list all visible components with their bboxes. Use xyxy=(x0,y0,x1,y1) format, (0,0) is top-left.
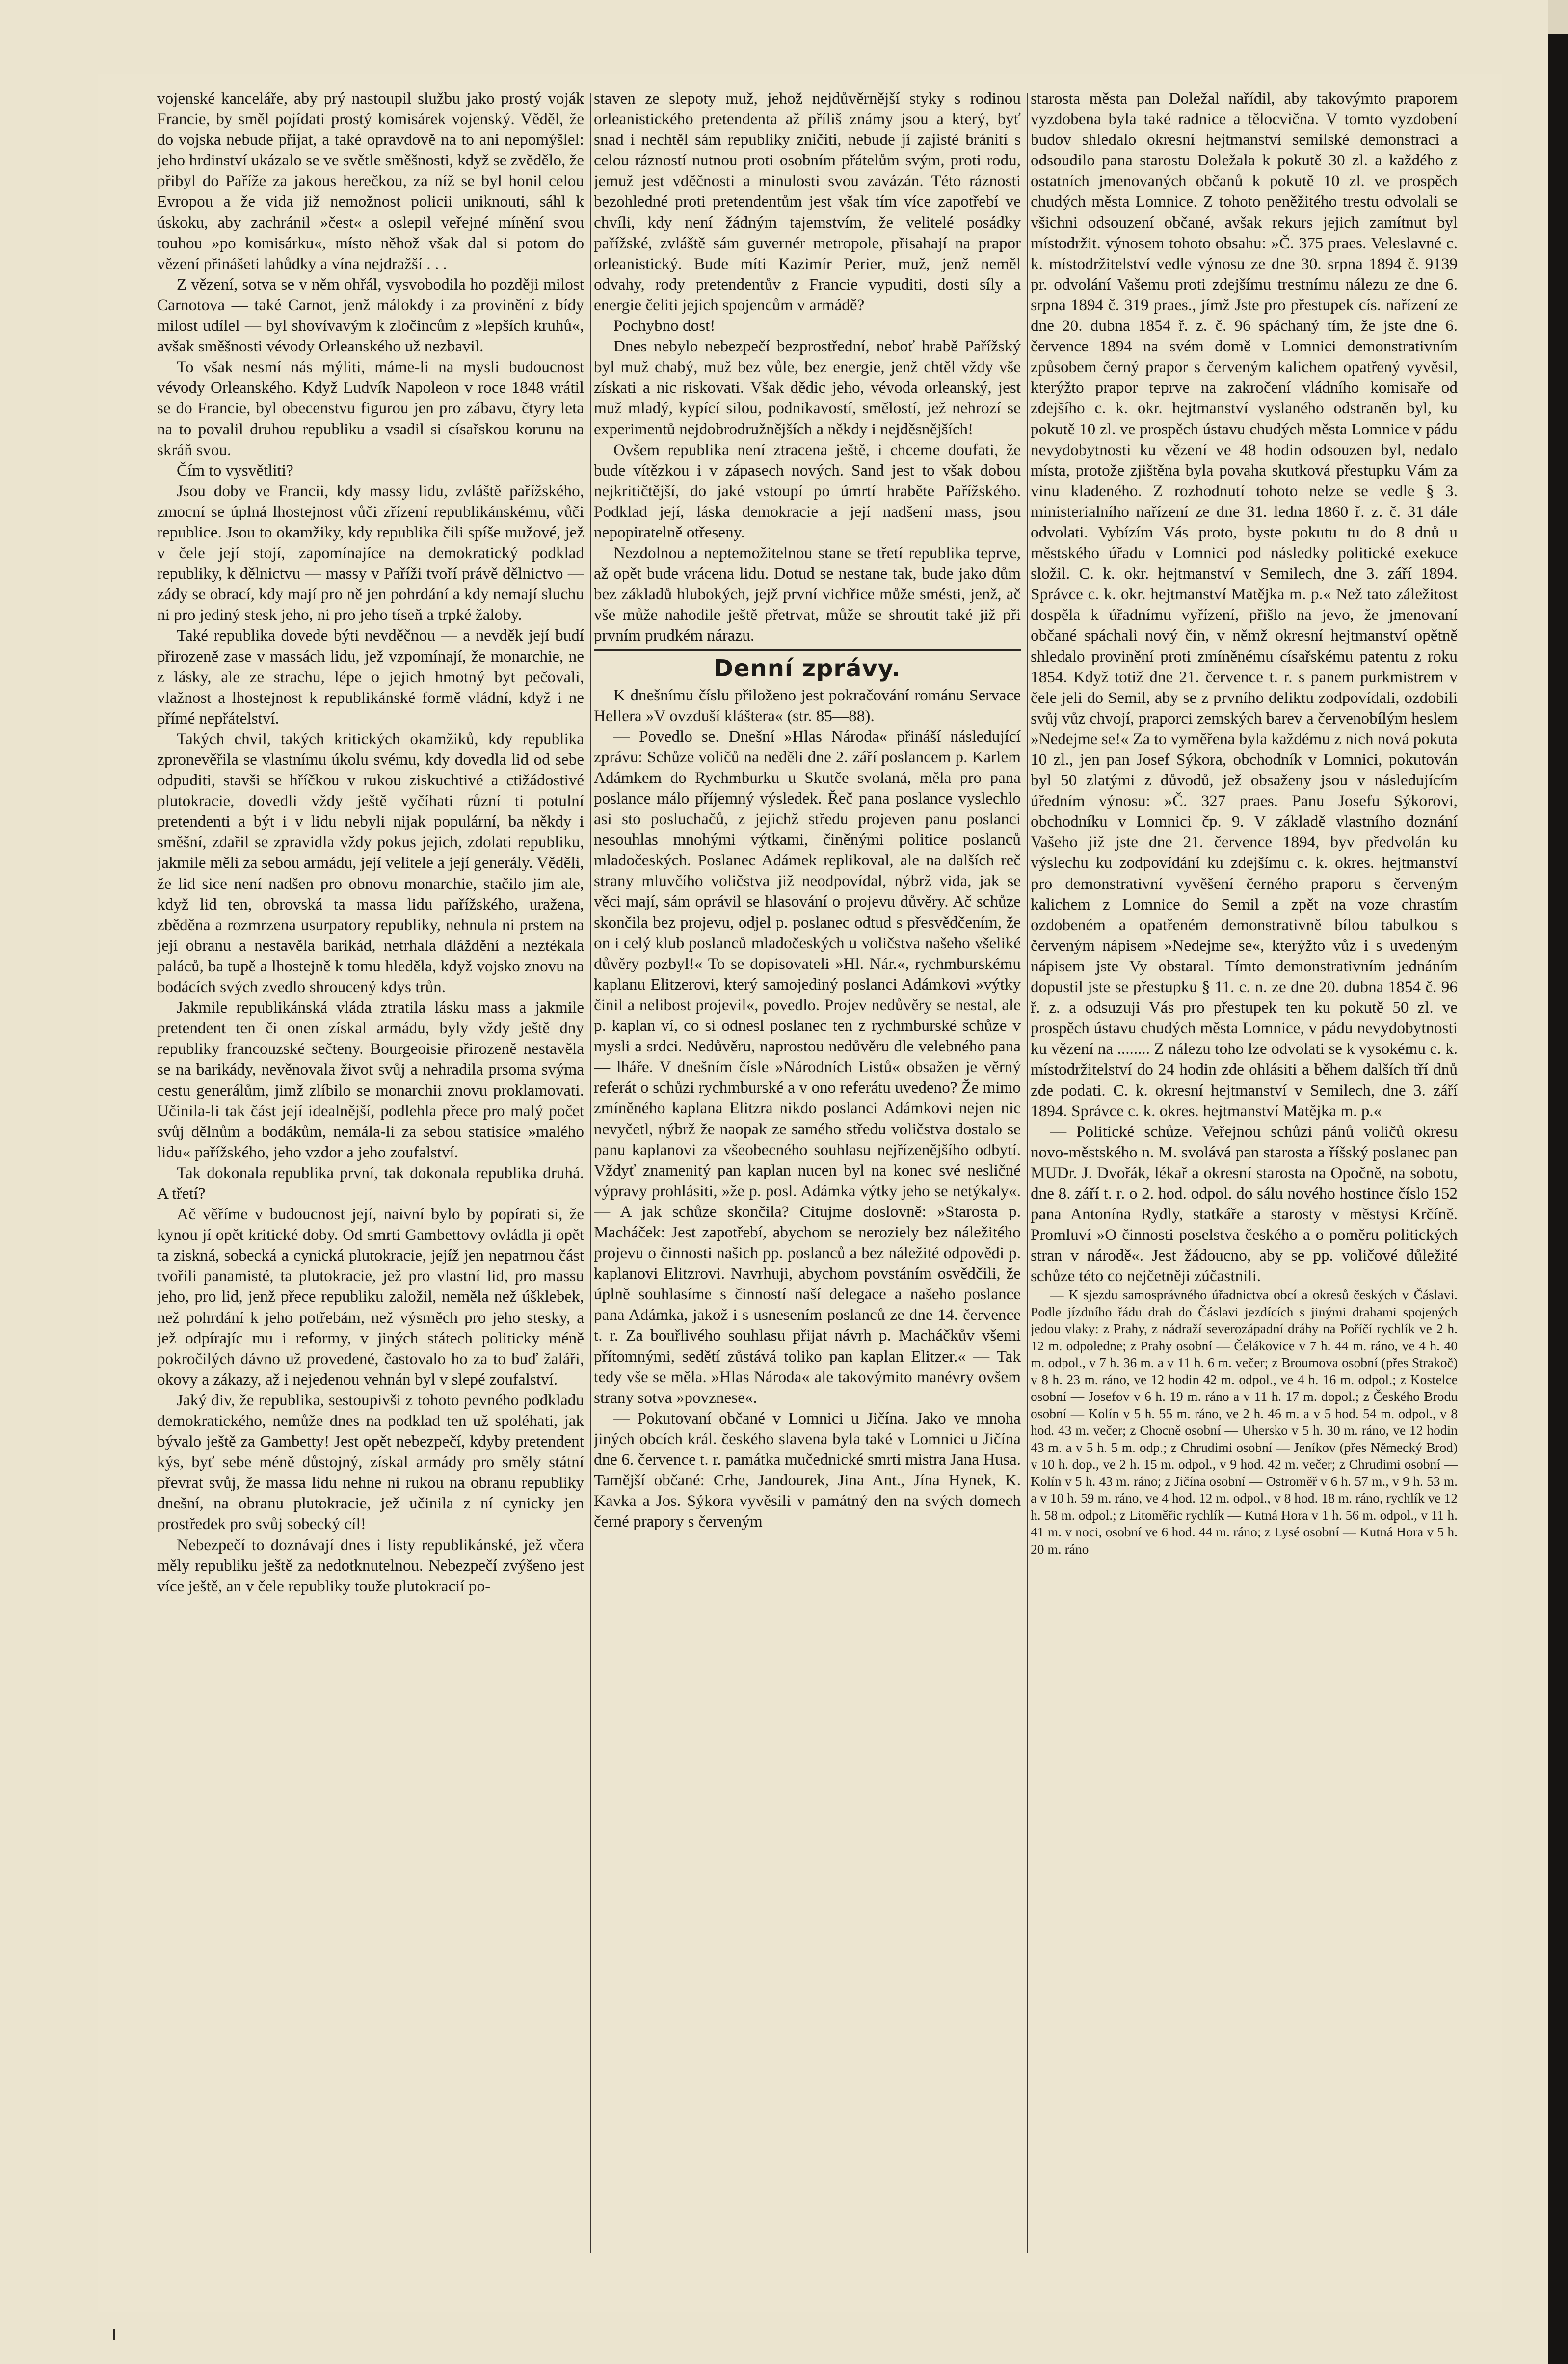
scan-mark xyxy=(113,2329,115,2340)
paragraph: Takých chvil, takých kritických okamžiků, kdy republika zpronevěřila se vlastnímu úkolu svému, kdy dovedla lid od sebe odpuditi, stavši se hříčkou v rukou ziskuchtivé a ctižádostivé plutokracie, dovedli vždy ještě vyčíhati různí ti potulní pretendenti a být i v lidu nebyli nijak populární, ba někdy i směšní, zdařil se zpravidla vždy pokus jejich, zdolati republiku, jakmile měli za sebou armádu, její velitele a její generály. Věděli, že lid sice není nadšen pro obnovu monarchie, stačilo jim ale, když lid ten, obrovská ta massa lidu pařížského, uražena, zběděna a rozmrzena usurpatory republiky, nehnula ni prstem na její obranu a nestavěla barikád, netrhala dláždění a neztékala paláců, ba tupě a lhostejně k tomu hleděla, když vojsko znovu na bodácích svých zvedlo shroucený kdys trůn. xyxy=(157,729,584,996)
paragraph: Čím to vysvětliti? xyxy=(177,461,293,480)
paragraph: Také republika dovede býti nevděčnou — a nevděk její budí přirozeně zase v massách lidu, jež vzpomínají, že monarchie, ne z lásky, ale ze strachu, lépe o jejich hmotný byt pečovali, vlažnost a lhostejnost k republikánské formě vládní, když i ne přímé nepřátelství. xyxy=(157,626,584,727)
column-divider xyxy=(1027,93,1028,2253)
paragraph: Nezdolnou a neptemožitelnou stane se třetí republika teprve, až opět bude vrácena lidu. Dotud se nestane tak, bude jako dům bez základů hlubokých, jejž první vichřice může smésti, jenž, ač vše může nahodile ještě přetrvat, může se shroutit také již při prvním prudkém nárazu. xyxy=(594,544,1021,645)
paragraph: vojenské kanceláře, aby prý nastoupil službu jako prostý voják Francie, by směl pojídati prostý komisárek vojenský. Věděl, že do vojska nebude přijat, a také opravdově na to ani nepomýšlel: jeho hrdinství ukázalo se ve světle směšnosti, když se zvědělo, že přibyl do Paříže za jakous herečkou, za níž se byl honil celou Evropou a že vida již nemožnost policii uniknouti, sáhl k úskoku, aby zachránil »čest« a oslepil veřejné mínění svou touhou »po komisárku«, místo něhož však dal si potom do vězení přinášeti lahůdky a vína nejdražší . . . xyxy=(157,89,584,273)
paragraph: Pochybno dost! xyxy=(613,317,716,335)
paragraph: staven ze slepoty muž, jehož nejdůvěrnější styky s rodinou orleanistického pretendenta až příliš známy jsou a který, byť snad i nechtěl sám republiky zničiti, nebude jí zajisté bránití s celou rázností nutnou proti osobním přátelům svým, proti rodu, jemuž jest vděčnosti a minulosti svou zavázán. Této ráznosti bezohledné proti pretendentům jest však tím více zapotřebí ve chvíli, kdy není žádným tajemstvím, že velitelé posádky pařížské, zvláště sám guvernér metropole, přisahají na prapor orleanistický. Bude míti Kazimír Perier, muž, jenž neměl odvahy, rody pretendentův z Francie vypuditi, dosti síly a energie čeliti jejich spojencům v armádě? xyxy=(594,89,1021,314)
paragraph: To však nesmí nás mýliti, máme-li na mysli budoucnost vévody Orleanského. Když Ludvík Napoleon v roce 1848 vrátil se do Francie, byl obecenstvu figurou jen pro zábavu, čtyry leta na to povalil druhou republiku a vsadil si císařskou korunu na skráň svou. xyxy=(157,358,584,459)
paragraph: Ač věříme v budoucnost její, naivní bylo by popírati si, že kynou jí opět kritické doby. Od smrti Gambettovy ovládla ji opět ta ziskná, sobecká a cynická plutokracie, jejíž jen nepatrnou část tvořili panamisté, ta plutokracie, jež pro vlastní lid, pro massu jeho, pro lid, jenž přece republiku založil, neměla než úšklebek, než pohrdání k jeho potřebám, než výsměch pro jeho stesky, a jež odpírajíc mu i reformy, v jiných státech politicky méně pokročilých dávno už provedené, častovalo ho za to buď žaláři, okovy a zákazy, až i nejedenou vehnán byl v slepé zoufalství. xyxy=(157,1205,584,1389)
paragraph: Nebezpečí to doznávají dnes i listy republikánské, jež včera měly republiku ještě za nedotknutelnou. Nebezpečí zvýšeno jest více ještě, an v čele republiky touže plutokracií po- xyxy=(157,1535,584,1595)
section-heading: Denní zprávy. xyxy=(594,649,1021,682)
news-item: K dnešnímu číslu přiloženo jest pokračování románu Servace Hellera »V ovzduší kláštera« (str. 85—88). xyxy=(594,686,1021,725)
paragraph: Jsou doby ve Francii, kdy massy lidu, zvláště pařížského, zmocní se úplná lhostejnost vůči zřízení republikánskému, vůči republice. Jsou to okamžiky, kdy republika čili spíše mužové, jež v čele její stojí, zapomínajíce na demokratický podklad republiky, k dělnictvu — massy v Paříži tvoří právě dělnictvo — zády se obrací, kdy mají pro ně jen pohrdání a kdy nemají sluchu ni pro jediný stesk jeho, ni pro jeho tíseň a trpké žaloby. xyxy=(157,482,584,624)
paragraph: Jakmile republikánská vláda ztratila lásku mass a jakmile pretendent ten či onen získal armádu, byly vždy ještě dny republiky francouzské sečteny. Bourgeoisie přirozeně nestavěla se na barikády, nevěnovala život svůj a nehradila prsoma svýma cestu generálům, jimž zlíbilo se monarchii znovu proklamovati. Učinila-li tak část její idealnější, podlehla přece pro malý počet svůj dělnům a bodákům, nemála-li za sebou statisíce »malého lidu« pařížského, jeho vzdor a jeho zoufalství. xyxy=(157,998,584,1161)
news-item: starosta města pan Doležal nařídil, aby takovýmto praporem vyzdobena byla také radnice a tělocvična. V tomto vyzdobení budov shledalo okresní hejtmanství semilské demonstraci a odsoudilo pana starostu Doležala k pokutě 30 zl. a každého z ostatních jmenovaných občanů k pokutě 10 zl. ve prospěch chudých města Lomnice. Z tohoto peněžitého trestu odvolali se všichni odsouzení občané, avšak rekurs jejich zamítnut byl místodržit. výnosem tohoto obsahu: »Č. 375 praes. Veleslavné c. k. místodržitelství vedle výnosu ze dne 30. srpna 1894 č. 9139 pr. odvolání Vašemu proti zdejšímu trestnímu nálezu ze dne 6. srpna 1894 č. 319 praes., jímž Jste pro přestupek cís. nařízení ze dne 20. dubna 1854 ř. z. č. 96 spáchaný tím, že jste dne 6. července 1894 na svém domě v Lomnici demonstrativním způsobem černý prapor s červeným kalichem opatřený vyvěsil, kterýžto prapor teprve na zakročení vládního komisaře od zdejšího c. k. okr. hejtmanství vyslaného odstraněn byl, ku pokutě 10 zl. ve prospěch ústavu chudých města Lomnice v pádu nevydobytnosti ku vězení ve 48 hodin odsouzen byl, nedalo místa, protože zjištěna byla povaha skutková přestupku Vám za vinu kladeného. Z rozhodnutí tohoto nelze se vedle § 3. ministerialního nařízení ze dne 31. ledna 1860 ř. z. č. 31 dále odvolati. Vybízím Vás proto, byste pokutu tu do 8 dnů u městského úřadu v Lomnici pod následky politické exekuce složil. C. k. okr. hejtmanství v Semilech, dne 3. září 1894. Správce c. k. okr. hejtmanství Matějka m. p.« Než tato záležitost dospěla k úřadnímu vyřízení, přišlo na jevo, že jmenovaní občané spáchali nový čin, v němž okresní hejtmanství opětně shledalo provinění proti zmíněnému císařskému patentu z roku 1854. Když totiž dne 21. července t. r. s panem purkmistrem v čele jeli do Semil, aby se z prvního deliktu zodpovídali, ozdobili svůj vůz chvojí, praporci zemských barev a červenobílým heslem »Nedejme se!« Za to vyměřena byla každému z nich nová pokuta 10 zl., jen pan Josef Sýkora, obchodník v Lomnici, pokutován byl 50 zlatými z důvodů, jež obsaženy jsou v následujícím úředním výnosu: »Č. 327 praes. Panu Josefu Sýkorovi, obchodníku v Lomnici čp. 9. V základě vlastního doznání Vašeho již jste dne 21. července 1894, byv předvolán ku výslechu ku zodpovídání ku zdejšímu c. k. okres. hejtmanství pro demonstrativní vyvěšení černého praporu s červeným kalichem z Lomnice do Semil a zpět na voze chrastím ozdobeném a opatřeném demonstrativně bílou tabulkou s červeným nápisem »Nedejme se«, kterýžto vůz i s uvedeným nápisem jste Vy obstaral. Tímto demonstrativním jednáním dopustil jste se přestupku § 11. c. n. ze dne 20. dubna 1854 č. 96 ř. z. a odsuzuji Vás pro přestupek ten ku pokutě 50 zl. ve prospěch ústavu chudých města Lomnice, v pádu nevydobytnosti ku vězení na ........ Z nálezu toho lze odvolati se k vysokému c. k. místodržitelství do 24 hodin zde ohlásiti a během dalších tří dnů zde podati. C. k. okresní hejtmanství v Semilech, dne 3. září 1894. Správce c. k. okres. hejtmanství Matějka m. p.« xyxy=(1031,89,1458,1120)
paragraph: Dnes nebylo nebezpečí bezprostřední, neboť hrabě Pařížský byl muž chabý, muž bez vůle, bez energie, jenž chtěl vždy vše získati a nic riskovati. Však dědic jeho, vévoda orleanský, jest muž mladý, kypící silou, podnikavostí, smělostí, jež nehrozí se experimentů nejdobrodružnějších a někdy i nejděsnějších! xyxy=(594,337,1021,438)
column-middle xyxy=(594,88,1021,2292)
newspaper-page xyxy=(98,74,1502,2312)
paragraph: Z vězení, sotva se v něm ohřál, vysvobodila ho později milost Carnotova — také Carnot, jenž málokdy i za provinění z bídy milost udílel — byl shovívavým k zločincům z »lepších kruhů«, avšak směšnosti vévody Orleanského už nezbavil. xyxy=(157,275,584,356)
news-item: — Pokutovaní občané v Lomnici u Jičína. Jako ve mnoha jiných obcích král. českého slavena byla také v Lomnici u Jičína dne 6. července t. r. památka mučednické smrti mistra Jana Husa. Tamější občané: Crhe, Jandourek, Jina Ant., Jína Hynek, K. Kavka a Jos. Sýkora vyvěsili v památný den na svých domech černé prapory s červeným xyxy=(594,1409,1021,1531)
scan-edge-tick xyxy=(1548,0,1568,34)
paragraph: Tak dokonala republika první, tak dokonala republika druhá. A třetí? xyxy=(157,1163,584,1203)
news-item: — Povedlo se. Dnešní »Hlas Národa« přináší následující zprávu: Schůze voličů na neděli dne 2. září poslancem p. Karlem Adámkem do Rychmburku u Skutče svolaná, měla pro pana poslance málo příjemný výsledek. Řeč pana poslance vyslechlo asi sto posluchačů, z jejichž středu projeven panu poslanci nesouhlas mnohými výtkami, činěnými politice poslanců mladočeských. Poslanec Adámek replikoval, ale na dalších reč strany mluvčího voličstva již neodpovídal, nýbrž vida, jak se věci mají, sám oprávil se hlasování o projevu důvěry. Ač schůze skončila bez projevu, odjel p. poslanec odtud s přesvědčením, že on i celý klub poslanců mladočeských u voličstva našeho všeliké důvěry pozbyl!« To se dopisovateli »Hl. Nár.«, rychmburskému kaplanu Elitzerovi, který samojediný poslanci Adámkovi »výtky činil a nelibost projevil«, povedlo. Projev nedůvěry se nestal, ale p. kaplan ví, co si odnesl poslanec ten z rychmburské schůze v mysli a srdci. Nedůvěru, naprostou nedůvěru dle velebného pana — lháře. V dnešním čísle »Národních Listů« obsažen je věrný referát o schůzi rychmburské a v ono referátu uvedeno? Že mimo zmíněného kaplana Elitzra nikdo poslanci Adámkovi nejen nic nevyčetl, nýbrž že naopak ze samého středu voličstva dostalo se panu kaplanovi za všeobecného souhlasu nejřízenějšího odbytí. Vždyť znamenitý pan kaplan nucen byl na konec své nesličné výpravy prohlásiti, »že p. posl. Adámka výtky jeho se netýkaly«. — A jak schůze skončila? Citujme doslovně: »Starosta p. Macháček: Jest zapotřebí, abychom se neroziely bez náležitého projevu o činnosti našich pp. poslanců a bez náležité odpovědi p. kaplanovi Elitzrovi. Navrhuji, abychom povstáním osvědčili, že úplně souhlasíme s činností naší delegace a našeho poslance pana Adámka, jakož i s usnesením poslanců ze dne 14. července t. r. Za bouřlivého souhlasu přijat návrh p. Macháčkův všemi přítomnými, sedětí zůstává toliko pan kaplan Elitzer.« — Tak tedy vše se měla. »Hlas Národa« ale takovýmito manévry ovšem strany sotva »povznese«. xyxy=(594,727,1021,1407)
news-item: — Politické schůze. Veřejnou schůzi pánů voličů okresu novo-městského n. M. svolává pan starosta a říšský poslanec pan MUDr. J. Dvořák, lékař a okresní starosta na Opočně, na sobotu, dne 8. září t. r. o 2. hod. odpol. do sálu nového hostince číslo 152 pana Antonína Rydly, statkáře a starosty v městysi Krčíně. Promluví »O činnosti poselstva českého a o poměru politických stran v národě«. Jest žádoucno, aby se pp. voličové důležité schůze této co nejčetněji zúčastnili. xyxy=(1031,1122,1458,1286)
column-right xyxy=(1031,88,1458,2292)
paragraph: Jaký div, že republika, sestoupivši z tohoto pevného podkladu demokratického, nemůže dnes na podklad ten už spoléhati, jak bývalo ještě za Gambetty! Jest opět nebezpečí, kdyby pretendent kýs, byť sebe méně důstojný, získal armády pro směly státní převrat svůj, že massa lidu nehne ni rukou na obranu republiky dnešní, na obranu plutokracie, jež učinila z ní cynicky jen prostředek pro svůj sobecký cíl! xyxy=(157,1391,584,1533)
column-divider xyxy=(590,93,591,2253)
news-item-timetable: — K sjezdu samosprávného úřadnictva obcí a okresů českých v Čáslavi. Podle jízdního řádu drah do Čáslavi jezdících s jinými drahami spojených jedou vlaky: z Prahy, z nádraží severozápadní dráhy na Poříčí rychlík ve 2 h. 12 m. odpoledne; z Prahy osobní — Čelákovice v 7 h. 44 m. ráno, ve 4 h. 40 m. odpol., v 7 h. 36 m. a v 11 h. 6 m. večer; z Broumova osobní (přes Strakoč) v 8 h. 23 m. ráno, ve 12 hodin 42 m. odpol., ve 4 h. 16 m. odpol.; z Kostelce osobní — Josefov v 6 h. 19 m. ráno a v 11 h. 17 m. dopol.; z Českého Brodu osobní — Kolín v 5 h. 55 m. ráno, ve 2 h. 46 m. a v 5 hod. 54 m. odpol., v 8 hod. 43 m. večer; z Chocně osobní — Uhersko v 5 h. 30 m. ráno, ve 12 hodin 43 m. a v 5 h. 5 m. odp.; z Chrudimi osobní — Jeníkov (přes Německý Brod) v 10 h. dop., ve 2 h. 15 m. odpol., v 9 hod. 42 m. večer; z Chrudimi osobní — Kolín v 5 h. 43 m. ráno; z Jičína osobní — Ostroměř v 6 h. 57 m., v 9 h. 53 m. a v 10 h. 59 m. ráno, ve 4 hod. 12 m. odpol., v 8 hod. 18 m. ráno, rychlík ve 12 h. 58 m. odpol.; z Litoměřic rychlík — Kutná Hora v 1 h. 56 m. odpol., v 11 h. 41 m. v noci, osobní ve 6 hod. 44 m. ráno; z Lysé osobní — Kutná Hora v 5 h. 20 m. ráno xyxy=(1031,1287,1458,1557)
scan-edge xyxy=(1548,0,1568,2364)
column-left xyxy=(157,88,584,2292)
paragraph: Ovšem republika není ztracena ještě, i chceme doufati, že bude vítězkou i v zápasech nových. Sand jest to však dobou nejkritičtější, do jaké vstoupí po úmrtí hraběte Pařížského. Podklad její, láska demokracie a její nadšení mass, jsou nepopiratelně otřeseny. xyxy=(594,440,1021,541)
